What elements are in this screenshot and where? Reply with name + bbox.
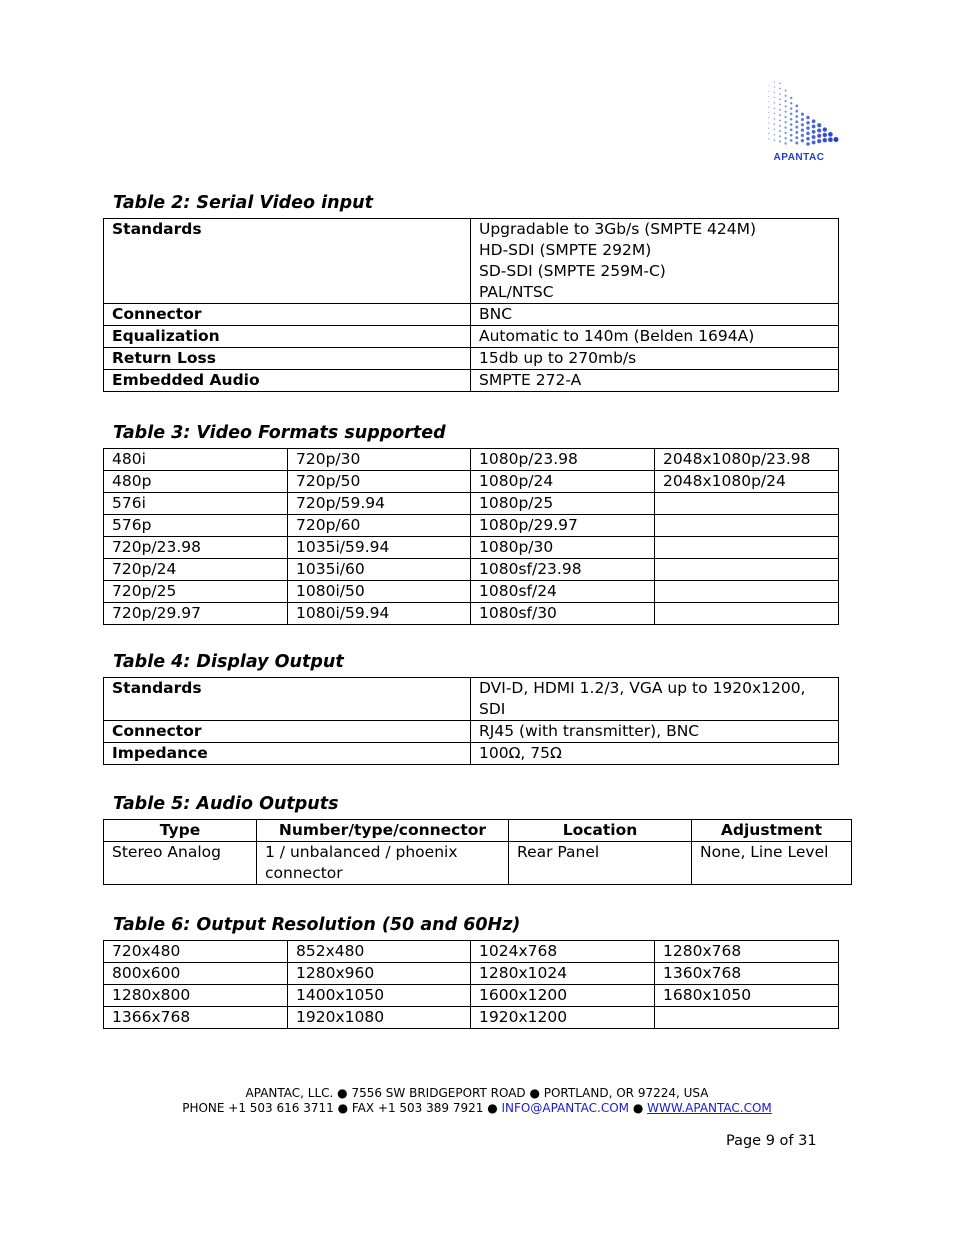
table3-cell: 1035i/60 — [288, 559, 471, 581]
table2-value-line: Upgradable to 3Gb/s (SMPTE 424M) — [479, 220, 757, 238]
logo-dot — [768, 138, 769, 139]
table3-cell: 480p — [104, 471, 288, 493]
table4-value-cell — [471, 721, 839, 743]
logo-dot — [823, 138, 827, 142]
logo-dot — [768, 101, 769, 102]
table3-row — [104, 449, 839, 471]
logo-dot — [795, 131, 798, 134]
logo-dot — [774, 102, 775, 103]
logo-dot — [801, 129, 804, 132]
logo-dot — [784, 121, 786, 123]
table5-header-connector: Number/type/connector — [257, 820, 509, 842]
table6-row — [104, 963, 839, 985]
table4-label-cell: Impedance — [104, 743, 471, 765]
table6-cell: 1920x1200 — [471, 1007, 655, 1029]
table5-header-adjustment: Adjustment — [692, 820, 852, 842]
table3-cell — [655, 559, 839, 581]
logo-dot — [795, 142, 798, 145]
logo-dot — [823, 127, 827, 131]
logo-dot — [774, 97, 775, 98]
logo-dot — [785, 111, 787, 113]
table3-cell — [655, 515, 839, 537]
logo-dot — [828, 132, 833, 137]
logo-dot — [768, 96, 769, 97]
logo-dot — [774, 123, 776, 125]
table5-cell-line: Stereo Analog — [112, 843, 221, 861]
table3-row — [104, 537, 839, 559]
logo-dot — [785, 116, 787, 118]
table3-cell: 1080sf/30 — [471, 603, 655, 625]
table3-cell: 720p/25 — [104, 581, 288, 603]
table2-row — [104, 326, 839, 348]
logo-dot — [779, 141, 781, 143]
logo-dot — [785, 95, 787, 97]
logo-dot — [785, 90, 787, 92]
logo-dot — [790, 97, 792, 99]
table3-row — [104, 603, 839, 625]
table3-row — [104, 493, 839, 515]
logo-dot — [784, 132, 786, 134]
table6-cell: 1280x960 — [288, 963, 471, 985]
logo-dot — [790, 123, 793, 126]
table4-row — [104, 721, 839, 743]
logo-dot — [768, 91, 769, 92]
logo-dot — [806, 121, 809, 124]
table3-video-formats — [103, 448, 839, 625]
logo-dot — [779, 93, 781, 95]
logo-dot — [823, 133, 827, 137]
table2-value-cell — [471, 370, 839, 392]
logo-dot — [779, 119, 781, 121]
table4-row — [104, 743, 839, 765]
logo-dot — [806, 142, 810, 146]
table3-cell: 720p/59.94 — [288, 493, 471, 515]
logo-dot — [768, 117, 769, 118]
table5-cell-line: Rear Panel — [517, 843, 600, 861]
logo-dot — [790, 102, 792, 104]
logo-dot — [779, 82, 781, 84]
table3-row — [104, 559, 839, 581]
logo-dot — [817, 139, 821, 143]
table6-cell: 1360x768 — [655, 963, 839, 985]
logo-dot — [790, 107, 792, 109]
footer-email-link[interactable]: INFO@APANTAC.COM — [501, 1101, 629, 1115]
table5-cell — [509, 842, 692, 885]
logo-dot — [774, 118, 776, 120]
logo-dot — [790, 118, 793, 121]
table3-cell: 1080p/30 — [471, 537, 655, 559]
table2-label-cell: Embedded Audio — [104, 370, 471, 392]
table5-cell-line: None, Line Level — [700, 843, 829, 861]
logo-dot — [774, 108, 776, 110]
table2-value-line: PAL/NTSC — [479, 283, 554, 301]
table6-cell: 852x480 — [288, 941, 471, 963]
logo-dot — [812, 125, 816, 129]
logo-dot — [795, 136, 798, 139]
logo-dot — [806, 137, 810, 141]
logo-dot — [774, 92, 775, 93]
table3-cell: 576i — [104, 493, 288, 515]
table2-value-cell — [471, 326, 839, 348]
table5-caption: Table 5: Audio Outputs — [113, 794, 339, 814]
table5-header-type: Type — [104, 820, 257, 842]
table2-row — [104, 304, 839, 326]
table2-row — [104, 219, 839, 304]
logo-dot — [779, 109, 781, 111]
table3-cell: 1080p/24 — [471, 471, 655, 493]
logo-dot — [784, 126, 786, 128]
table3-cell: 1080p/25 — [471, 493, 655, 515]
logo-dot — [795, 115, 798, 118]
table2-label-cell: Return Loss — [104, 348, 471, 370]
logo-dot — [768, 107, 769, 108]
table4-caption: Table 4: Display Output — [113, 652, 344, 672]
table3-cell: 1080sf/24 — [471, 581, 655, 603]
table3-row — [104, 581, 839, 603]
table3-cell: 2048x1080p/23.98 — [655, 449, 839, 471]
table6-row — [104, 1007, 839, 1029]
logo-dot — [779, 130, 781, 132]
table4-value-line: RJ45 (with transmitter), BNC — [479, 722, 700, 740]
table5-header-location: Location — [509, 820, 692, 842]
logo-dot — [795, 126, 798, 129]
table3-cell — [655, 581, 839, 603]
logo-dot — [768, 133, 769, 134]
logo-dot — [774, 134, 776, 136]
table2-value-cell — [471, 219, 839, 304]
table3-cell: 1080i/59.94 — [288, 603, 471, 625]
logo-dot — [801, 118, 804, 121]
table3-cell: 576p — [104, 515, 288, 537]
table4-value-cell — [471, 743, 839, 765]
footer-phone-fax: PHONE +1 503 616 3711 ● FAX +1 503 389 7921 ● — [182, 1101, 502, 1115]
logo-dot — [790, 139, 793, 142]
logo-dot — [768, 85, 769, 86]
page-number: Page 9 of 31 — [726, 1133, 817, 1149]
table6-cell: 800x600 — [104, 963, 288, 985]
table4-label-cell: Standards — [104, 678, 471, 721]
table2-value-cell — [471, 304, 839, 326]
table6-cell: 1024x768 — [471, 941, 655, 963]
table3-cell: 1080i/50 — [288, 581, 471, 603]
table2-caption: Table 2: Serial Video input — [113, 193, 373, 213]
table5-cell-line: 1 / unbalanced / phoenix — [265, 843, 458, 861]
logo-dot — [817, 134, 821, 138]
table6-cell: 1280x800 — [104, 985, 288, 1007]
table3-row — [104, 471, 839, 493]
logo-dot — [817, 123, 821, 127]
table3-cell: 1035i/59.94 — [288, 537, 471, 559]
table6-caption: Table 6: Output Resolution (50 and 60Hz) — [113, 915, 521, 935]
table5-audio-outputs — [103, 819, 852, 885]
table3-cell — [655, 537, 839, 559]
table6-row — [104, 985, 839, 1007]
footer-website-link[interactable]: WWW.APANTAC.COM — [647, 1101, 772, 1115]
table3-cell: 720p/50 — [288, 471, 471, 493]
footer-contact — [0, 1101, 954, 1116]
logo-dot-pattern — [768, 81, 838, 146]
footer-separator: ● — [629, 1101, 648, 1115]
logo-dot — [784, 142, 786, 144]
logo-dot — [768, 128, 769, 129]
table3-cell: 720p/60 — [288, 515, 471, 537]
table2-value-cell — [471, 348, 839, 370]
logo-dot — [774, 86, 775, 87]
table5-cell-line: connector — [265, 864, 343, 882]
table2-row — [104, 348, 839, 370]
logo-dot — [812, 130, 816, 134]
table3-cell: 1080p/23.98 — [471, 449, 655, 471]
table2-value-line: SMPTE 272-A — [479, 371, 582, 389]
logo-dot — [785, 105, 787, 107]
table3-cell: 1080p/29.97 — [471, 515, 655, 537]
table3-row — [104, 515, 839, 537]
table3-cell: 720p/23.98 — [104, 537, 288, 559]
table2-serial-video-input — [103, 218, 839, 392]
table5-cell — [692, 842, 852, 885]
logo-dot — [795, 105, 798, 108]
logo-dot — [774, 113, 776, 115]
logo-dot — [774, 81, 775, 82]
logo-dot — [812, 140, 816, 144]
table6-cell: 1680x1050 — [655, 985, 839, 1007]
table3-cell: 720p/24 — [104, 559, 288, 581]
table2-value-line: Automatic to 140m (Belden 1694A) — [479, 327, 755, 345]
table4-value-cell — [471, 678, 839, 721]
logo-dot — [801, 113, 804, 116]
table2-value-line: 15db up to 270mb/s — [479, 349, 637, 367]
logo-dot — [812, 119, 816, 123]
logo-dot — [779, 135, 781, 137]
table6-cell: 1280x768 — [655, 941, 839, 963]
logo-text: APANTAC — [773, 152, 825, 163]
table3-caption: Table 3: Video Formats supported — [113, 423, 446, 443]
table6-cell: 1280x1024 — [471, 963, 655, 985]
table3-cell: 720p/29.97 — [104, 603, 288, 625]
table2-label-cell: Equalization — [104, 326, 471, 348]
table4-row — [104, 678, 839, 721]
table3-cell: 2048x1080p/24 — [655, 471, 839, 493]
logo-dot — [779, 104, 781, 106]
table4-display-output — [103, 677, 839, 765]
logo-dot — [779, 125, 781, 127]
logo-dot — [806, 132, 810, 136]
table6-cell: 1920x1080 — [288, 1007, 471, 1029]
table6-row — [104, 941, 839, 963]
table2-value-line: HD-SDI (SMPTE 292M) — [479, 241, 652, 259]
logo-dot — [801, 123, 804, 126]
logo-dot — [817, 128, 821, 132]
table4-value-line: SDI — [479, 700, 506, 718]
table6-output-resolution — [103, 940, 839, 1029]
logo-dot — [784, 137, 786, 139]
table2-row — [104, 370, 839, 392]
logo-dot — [790, 134, 793, 137]
table5-cell — [257, 842, 509, 885]
apantac-logo — [758, 56, 840, 164]
table5-row — [104, 842, 852, 885]
table5-cell — [104, 842, 257, 885]
logo-dot — [801, 134, 804, 137]
logo-dot — [795, 110, 798, 113]
table2-label-cell: Standards — [104, 219, 471, 304]
table6-cell: 720x480 — [104, 941, 288, 963]
logo-dot — [806, 116, 809, 119]
logo-dot — [768, 122, 769, 123]
table4-value-line: DVI-D, HDMI 1.2/3, VGA up to 1920x1200, — [479, 679, 806, 697]
logo-dot — [785, 100, 787, 102]
logo-dot — [779, 114, 781, 116]
table3-cell — [655, 493, 839, 515]
table6-cell: 1366x768 — [104, 1007, 288, 1029]
table3-cell: 1080sf/23.98 — [471, 559, 655, 581]
table3-cell: 720p/30 — [288, 449, 471, 471]
table6-cell: 1600x1200 — [471, 985, 655, 1007]
logo-dot — [828, 137, 833, 142]
table3-cell — [655, 603, 839, 625]
logo-dot — [768, 112, 769, 113]
logo-dot — [790, 129, 793, 132]
table6-cell: 1400x1050 — [288, 985, 471, 1007]
logo-dot — [834, 137, 839, 142]
table2-value-line: SD-SDI (SMPTE 259M-C) — [479, 262, 666, 280]
table6-cell — [655, 1007, 839, 1029]
table5-header-row — [104, 820, 852, 842]
table3-cell: 480i — [104, 449, 288, 471]
logo-dot — [795, 120, 798, 123]
table2-value-line: BNC — [479, 305, 513, 323]
table2-label-cell: Connector — [104, 304, 471, 326]
table4-label-cell: Connector — [104, 721, 471, 743]
logo-dot — [801, 139, 804, 142]
footer-address: APANTAC, LLC. ● 7556 SW BRIDGEPORT ROAD ● PORTLAND, OR 97224, USA — [245, 1086, 709, 1100]
logo-dot — [779, 98, 781, 100]
logo-dot — [774, 139, 776, 141]
table4-value-line: 100Ω, 75Ω — [479, 744, 562, 762]
logo-dot — [779, 88, 781, 90]
logo-dot — [806, 126, 809, 129]
logo-dot — [812, 135, 816, 139]
logo-dot — [790, 113, 792, 115]
logo-dot — [774, 129, 776, 131]
